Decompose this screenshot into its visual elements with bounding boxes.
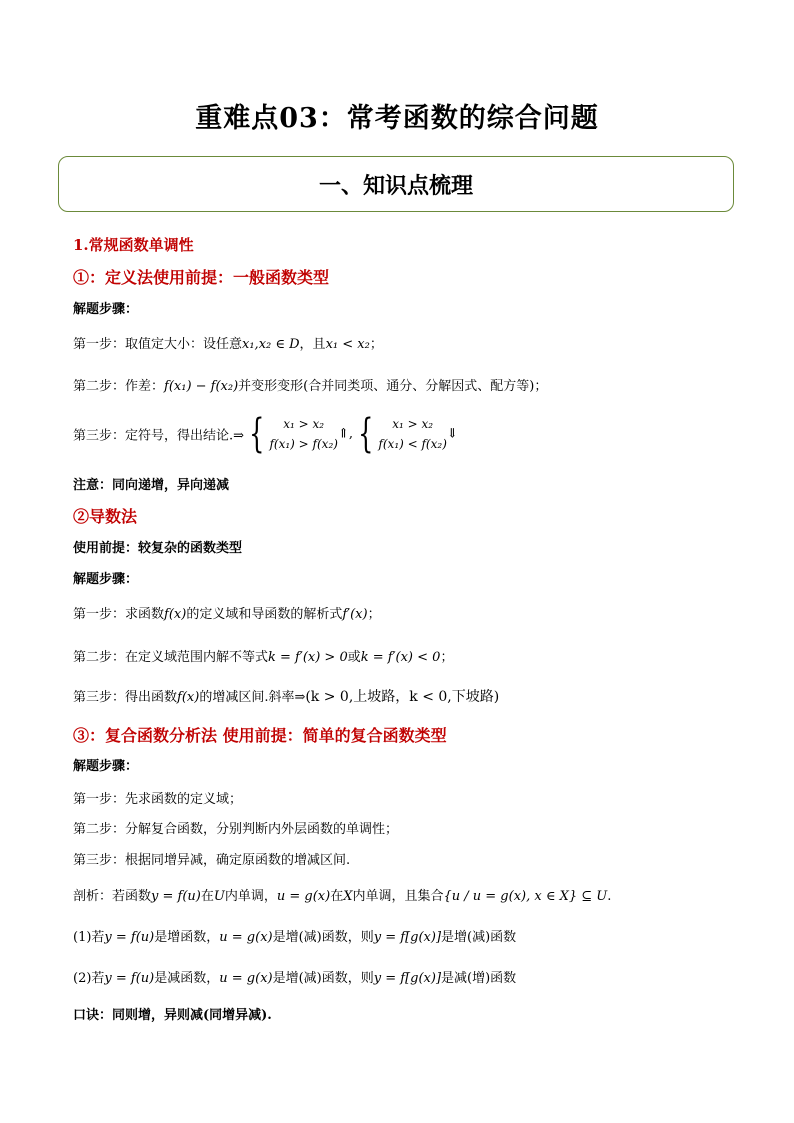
page-title: 重难点03：常考函数的综合问题 — [195, 103, 599, 134]
case-text: 是增(减)函数，则 — [272, 971, 374, 986]
step-text: 第三步：得出函数 — [73, 690, 178, 705]
case-1 — [73, 926, 516, 945]
left-brace: { — [358, 411, 374, 457]
left-brace: { — [249, 411, 265, 457]
analysis-text: 内单调， — [224, 889, 277, 904]
math-expression: f′(x) — [342, 607, 368, 622]
math-expression: x₁,x₂ ∈ D — [242, 337, 300, 352]
math-expression: f(x) — [164, 607, 187, 622]
analysis-text: 剖析：若函数 — [73, 889, 152, 904]
analysis-text: 在 — [200, 889, 214, 904]
step-text: ； — [367, 607, 381, 622]
math-expression: y = f[g(x)] — [373, 971, 442, 986]
step-text: 第一步：求函数 — [73, 607, 165, 622]
case-text: 是减(增)函数 — [441, 971, 517, 986]
math-expression: f(x) — [177, 690, 200, 705]
method1-step2 — [73, 375, 547, 394]
system-line: f(x₁) > f(x₂) — [269, 437, 338, 451]
system-line: x₁ > x₂ — [283, 417, 325, 431]
method3-step3: 第三步：根据同增异减，确定原函数的增减区间. — [73, 853, 351, 868]
analysis-text: 在 — [330, 889, 344, 904]
method3-step1: 第一步：先求函数的定义域； — [73, 792, 243, 807]
step-text: 或 — [347, 650, 361, 665]
method3-heading: ③：复合函数分析法 使用前提：简单的复合函数类型 — [73, 726, 447, 745]
math-expression: k = f′(x) < 0 — [360, 650, 441, 665]
up-arrow: ⇑, — [337, 426, 353, 442]
inequality-system-decreasing — [378, 414, 446, 454]
case-text: 是增函数， — [154, 930, 220, 945]
method2-step3 — [73, 686, 499, 706]
step-text: 第二步：作差： — [73, 379, 165, 394]
case-text: 是增(减)函数 — [441, 930, 517, 945]
math-expression: u = g(x) — [219, 971, 273, 986]
step-text: 第一步：取值定大小：设任意 — [73, 337, 243, 352]
step-text: ； — [369, 337, 383, 352]
case-text: (1)若 — [73, 930, 105, 945]
system-line: f(x₁) < f(x₂) — [378, 437, 447, 451]
method2-steps-label: 解题步骤： — [73, 572, 139, 587]
math-expression: y = f(u) — [151, 889, 201, 904]
method1-step3 — [73, 411, 458, 462]
analysis-text: . — [607, 889, 612, 904]
method1-steps-label: 解题步骤： — [73, 302, 139, 317]
step-text: ； — [440, 650, 454, 665]
method3-steps-label: 解题步骤： — [73, 759, 139, 774]
math-expression: y = f[g(x)] — [373, 930, 442, 945]
analysis-text: 内单调，且集合 — [352, 889, 444, 904]
math-expression: f(x₁) − f(x₂) — [164, 379, 239, 394]
section-title: 一、知识点梳理 — [318, 173, 473, 199]
method2-premise: 使用前提：较复杂的函数类型 — [73, 541, 243, 556]
math-expression: u = g(x) — [219, 930, 273, 945]
math-expression: y = f(u) — [104, 971, 155, 986]
mnemonic: 口诀：同则增，异则减(同增异减). — [73, 1008, 272, 1023]
math-expression: y = f(u) — [104, 930, 155, 945]
math-expression: {u / u = g(x), x ∈ X} ⊆ U — [443, 889, 608, 904]
method1-heading: ①：定义法使用前提：一般函数类型 — [73, 268, 330, 287]
slope-rule: (k > 0,上坡路，k < 0,下坡路) — [305, 689, 500, 705]
math-expression: U — [213, 889, 225, 904]
case-text: (2)若 — [73, 971, 105, 986]
case-text: 是减函数， — [154, 971, 220, 986]
step-text: ，且 — [299, 337, 326, 352]
method2-heading: ②导数法 — [73, 507, 138, 526]
case-2 — [73, 967, 516, 986]
case-text: 是增(减)函数，则 — [272, 930, 374, 945]
math-expression: x₁ < x₂ — [325, 337, 370, 352]
system-line: x₁ > x₂ — [392, 417, 434, 431]
analysis-line — [73, 885, 611, 904]
step-text: 并变形变形(合并同类项、通分、分解因式、配方等)； — [238, 379, 548, 394]
step-text: 的定义域和导函数的解析式 — [186, 607, 343, 622]
math-expression: X — [343, 889, 353, 904]
method1-step1 — [73, 333, 383, 352]
step-text: 的增减区间.斜率⇒ — [199, 690, 306, 705]
method2-step2 — [73, 646, 453, 665]
method2-step1 — [73, 603, 381, 622]
method1-note: 注意：同向递增，异向递减 — [73, 478, 230, 493]
math-expression: u = g(x) — [276, 889, 331, 904]
step-text: 第三步：定符号，得出结论.⇒ — [73, 428, 245, 444]
math-expression: k = f′(x) > 0 — [268, 650, 348, 665]
down-arrow: ⇓ — [446, 426, 458, 442]
section-heading-monotonicity: 1.常规函数单调性 — [73, 236, 194, 254]
section-header-box — [58, 156, 734, 212]
step-text: 第二步：在定义域范围内解不等式 — [73, 650, 269, 665]
inequality-system-increasing — [269, 414, 337, 454]
method3-step2: 第二步：分解复合函数，分别判断内外层函数的单调性； — [73, 822, 399, 837]
